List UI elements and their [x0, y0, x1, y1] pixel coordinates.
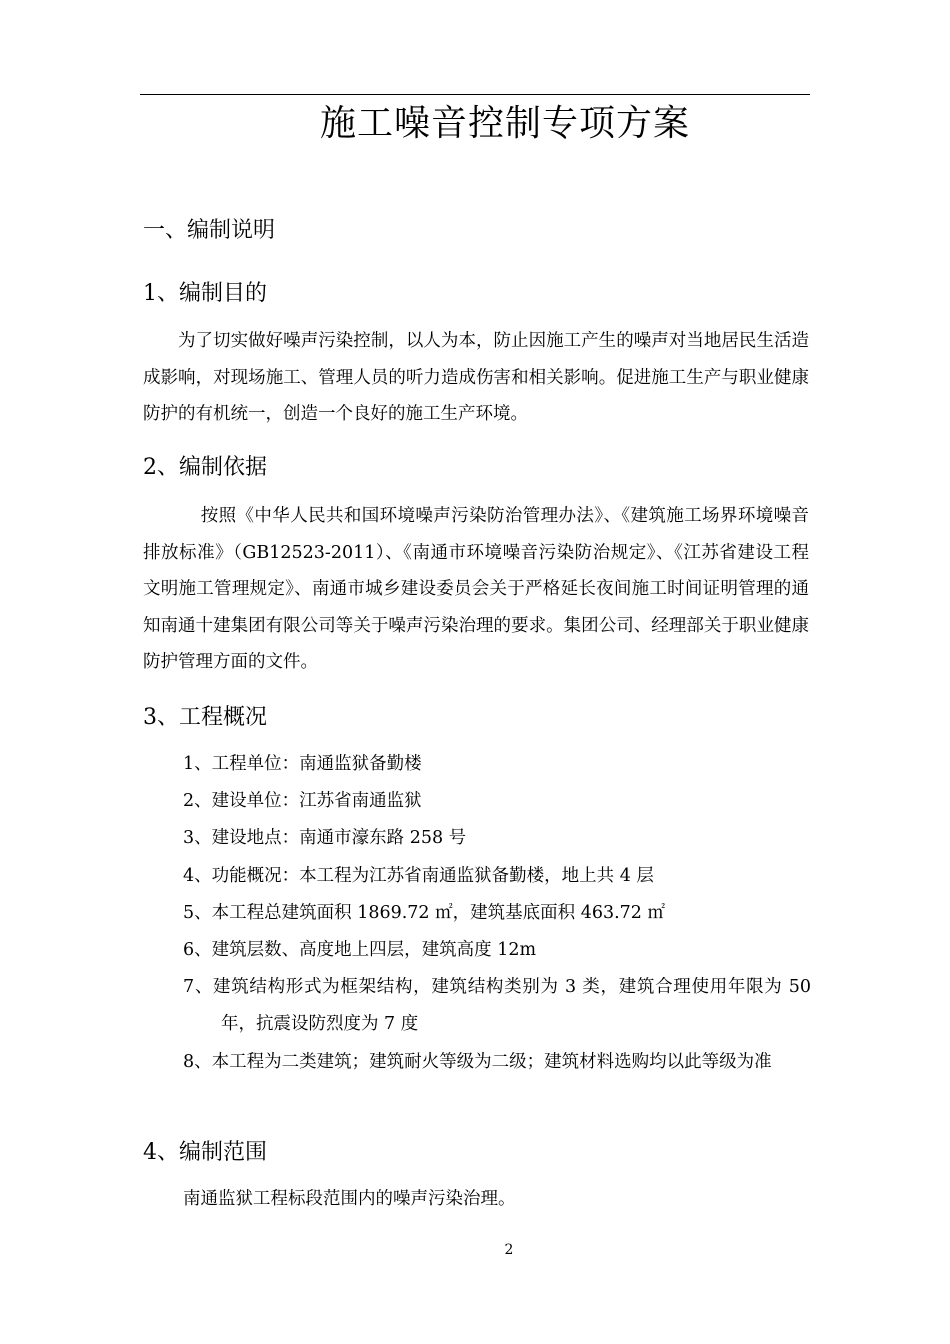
basis-paragraph [143, 498, 809, 681]
basis-heading: 2、编制依据 [143, 455, 267, 480]
overview-item: 3、建设地点：南通市濠东路 258 号 [183, 828, 467, 849]
purpose-paragraph [143, 323, 809, 433]
scope-heading: 4、编制范围 [143, 1140, 267, 1165]
overview-item: 5、本工程总建筑面积 1869.72 ㎡，建筑基底面积 463.72 ㎡ [183, 902, 665, 923]
overview-heading: 3、工程概况 [143, 705, 267, 730]
section-heading-main: 一、编制说明 [143, 218, 276, 243]
overview-item: 7、建筑结构形式为框架结构，建筑结构类别为 3 类，建筑合理使用年限为 50 年，抗震设防烈度为 7 度 [183, 977, 811, 1035]
overview-item: 4、功能概况：本工程为江苏省南通监狱备勤楼，地上共 4 层 [183, 865, 654, 886]
overview-item: 6、建筑层数、高度地上四层，建筑高度 12m [183, 940, 537, 961]
overview-item: 1、工程单位：南通监狱备勤楼 [183, 754, 422, 774]
purpose-heading: 1、编制目的 [143, 281, 267, 306]
basis-text: 按照《中华人民共和国环境噪声污染防治管理办法》、《建筑施工场界环境噪音排放标准》（GB12523-2011）、《南通市环境噪音污染防治规定》、《江苏省建设工程文明施工管理规定》、南通市城乡建设委员会关于严格延长夜间施工时间证明管理的通知南通十建集团有限公司等关于噪声污染治理的要求。集团公司、经理部关于职业健康防护管理方面的文件。 [143, 506, 809, 672]
purpose-text: 为了切实做好噪声污染控制，以人为本，防止因施工产生的噪声对当地居民生活造成影响，对现场施工、管理人员的听力造成伤害和相关影响。促进施工生产与职业健康防护的有机统一，创造一个良好的施工生产环境。 [143, 331, 809, 424]
page-number: 2 [504, 1242, 514, 1258]
document-title: 施工噪音控制专项方案 [319, 103, 690, 144]
overview-item: 8、本工程为二类建筑；建筑耐火等级为二级；建筑材料选购均以此等级为准 [183, 1051, 772, 1072]
header-rule [140, 94, 810, 95]
scope-text: 南通监狱工程标段范围内的噪声污染治理。 [183, 1189, 516, 1209]
overview-item: 2、建设单位：江苏省南通监狱 [183, 791, 422, 812]
overview-list [183, 746, 811, 1081]
